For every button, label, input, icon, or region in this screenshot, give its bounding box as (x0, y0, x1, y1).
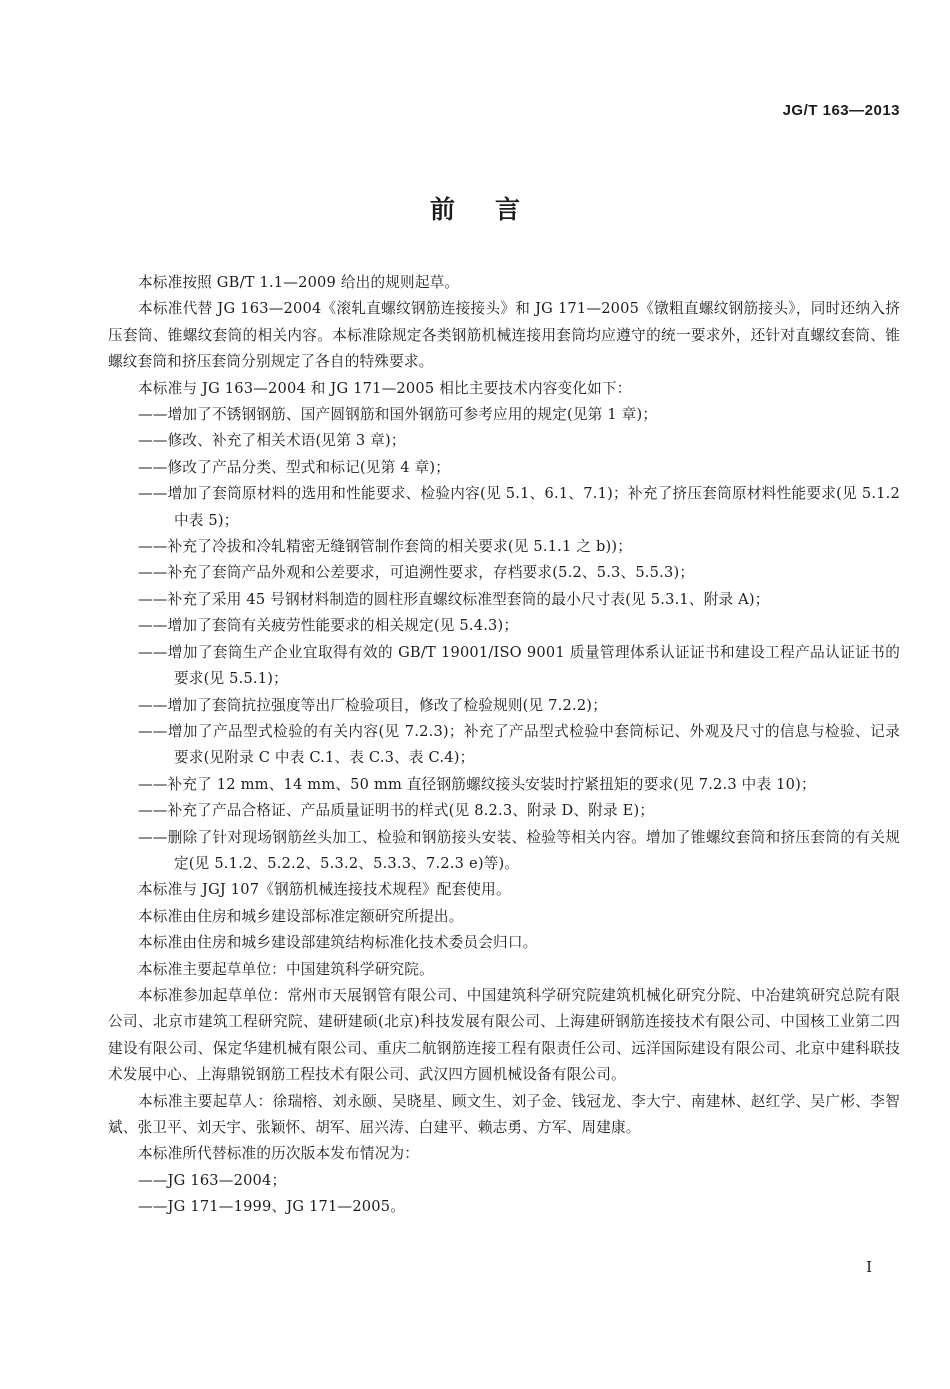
list-item: ——补充了冷拔和冷轧精密无缝钢管制作套筒的相关要求(见 5.1.1 之 b))； (138, 538, 633, 556)
paragraph: 本标准按照 GB/T 1.1—2009 给出的规则起草。 (138, 274, 460, 291)
list-item: ——增加了产品型式检验的有关内容(见 7.2.3)；补充了产品型式检验中套筒标记、外观及尺寸的信息与检验、记录要求(见附录 C 中表 C.1、表 C.3、表 C.4)； (138, 722, 900, 767)
list-item: ——增加了套筒原材料的选用和性能要求、检验内容(见 5.1、6.1、7.1)；补充了挤压套筒原材料性能要求(见 5.1.2 中表 5)； (138, 485, 900, 529)
list-item: ——增加了不锈钢钢筋、国产圆钢筋和国外钢筋可参考应用的规定(见第 1 章)； (138, 406, 658, 424)
list-item: ——删除了针对现场钢筋丝头加工、检验和钢筋接头安装、检验等相关内容。增加了锥螺纹套筒和挤压套筒的有关规定(见 5.1.2、5.2.2、5.3.2、5.3.3、7.2.3 e)等)。 (138, 828, 900, 872)
list-item: ——补充了套筒产品外观和公差要求，可追溯性要求，存档要求(5.2、5.3、5.5.3)； (138, 564, 695, 582)
list-item: ——修改、补充了相关术语(见第 3 章)； (138, 432, 406, 450)
list-item: ——增加了套筒有关疲劳性能要求的相关规定(见 5.4.3)； (138, 617, 519, 635)
list-item: ——增加了套筒抗拉强度等出厂检验项目，修改了检验规则(见 7.2.2)； (138, 696, 607, 714)
paragraph: 本标准参加起草单位：常州市天展钢管有限公司、中国建筑科学研究院建筑机械化研究分院、中冶建筑研究总院有限公司、北京市建筑工程研究院、建研建硕(北京)科技发展有限公司、上海建研钢筋连接技术有限公司、中国核工业第二四建设有限公司、保定华建机械有限公司、重庆二航钢筋连接工程有限责任公司、远洋国际建设有限公司、北京中建科联技术发展中心、上海鼎锐钢筋工程技术有限公司、武汉四方圆机械设备有限公司。 (108, 986, 900, 1084)
paragraph: 本标准所代替标准的历次版本发布情况为： (138, 1145, 420, 1163)
paragraph: 本标准代替 JG 163—2004《滚轧直螺纹钢筋连接接头》和 JG 171—2005《镦粗直螺纹钢筋接头》，同时还纳入挤压套筒、锥螺纹套筒的相关内容。本标准除规定各类钢筋机械连接用套筒均应遵守的统一要求外，还针对直螺纹套筒、锥螺纹套筒和挤压套筒分别规定了各自的特殊要求。 (108, 300, 900, 371)
list-item: ——增加了套筒生产企业宜取得有效的 GB/T 19001/ISO 9001 质量管理体系认证证书和建设工程产品认证证书的要求(见 5.5.1)； (138, 643, 900, 688)
paragraph: 本标准由住房和城乡建设部建筑结构标准化技术委员会归口。 (138, 934, 538, 952)
list-item: ——补充了采用 45 号钢材料制造的圆柱形直螺纹标准型套筒的最小尺寸表(见 5.3.1、附录 A)； (138, 590, 770, 608)
page-number: I (866, 1258, 872, 1276)
foreword-body (108, 270, 900, 1221)
list-item: ——JG 163—2004； (138, 1171, 287, 1189)
list-item: ——JG 171—1999、JG 171—2005。 (138, 1198, 406, 1216)
paragraph: 本标准由住房和城乡建设部标准定额研究所提出。 (138, 907, 464, 925)
list-item: ——补充了产品合格证、产品质量证明书的样式(见 8.2.3、附录 D、附录 E)； (138, 802, 655, 820)
paragraph: 本标准与 JGJ 107《钢筋机械连接技术规程》配套使用。 (138, 881, 511, 899)
list-item: ——补充了 12 mm、14 mm、50 mm 直径钢筋螺纹接头安装时拧紧扭矩的要求(见 7.2.3 中表 10)； (138, 775, 816, 793)
standard-code: JG/T 163—2013 (782, 102, 900, 119)
paragraph: 本标准与 JG 163—2004 和 JG 171—2005 相比主要技术内容变化如下： (138, 379, 632, 397)
paragraph: 本标准主要起草人：徐瑞榕、刘永颐、吴晓星、顾文生、刘子金、钱冠龙、李大宁、南建林、赵红学、吴广彬、李智斌、张卫平、刘天宇、张颖怀、胡军、屈兴涛、白建平、赖志勇、方军、周建康。 (108, 1092, 900, 1136)
list-item: ——修改了产品分类、型式和标记(见第 4 章)； (138, 458, 451, 476)
page-title: 前言 (429, 195, 560, 224)
paragraph: 本标准主要起草单位：中国建筑科学研究院。 (138, 960, 434, 978)
